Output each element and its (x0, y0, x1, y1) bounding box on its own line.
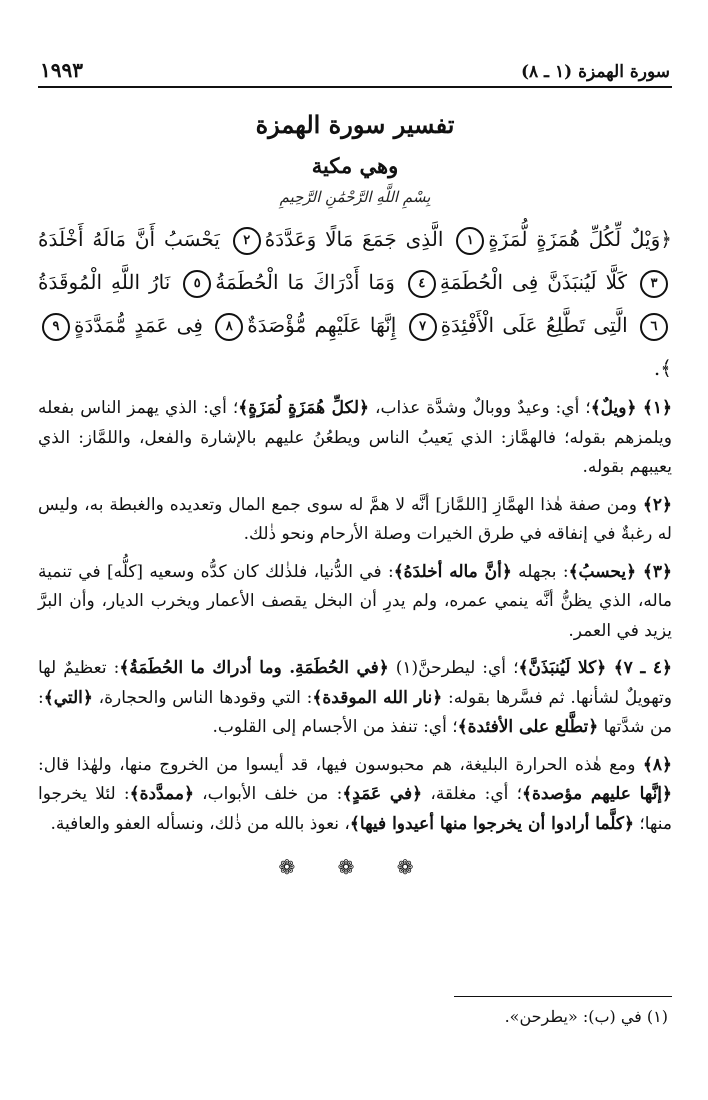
verse-number-marker: ٤ (408, 270, 436, 298)
commentary-text: : من خلف الأبواب، (193, 784, 343, 804)
verse-number-marker: ٢ (233, 227, 261, 255)
quoted-verse: ﴿لكلِّ هُمَزَةٍ لُمَزَةٍ﴾ (238, 398, 369, 418)
page-title: تفسير سورة الهمزة (255, 110, 455, 139)
verse-number-marker: ٩ (42, 313, 70, 341)
commentary-text: : من شدَّتها (38, 687, 672, 737)
quoted-verse: ﴿أنَّ ماله أخلدَهُ﴾ (393, 561, 512, 582)
quoted-verse: ﴿نار الله الموقدة﴾ (312, 687, 443, 708)
commentary-text: : تعظيمٌ لها وتهويلٌ لشأنها. ثم فسَّرها بقوله: (38, 658, 672, 708)
commentary (38, 394, 672, 839)
commentary-text: : التي وقودها الناس والحجارة، (92, 687, 313, 708)
verse-text: نَارُ اللَّهِ الْمُوقَدَةُ (38, 270, 171, 294)
verse-number-marker: ٥ (183, 270, 211, 298)
quoted-verse: ﴿٨﴾ (642, 754, 672, 775)
commentary-text: ومع هٰذه الحرارة البليغة، هم محبوسون فيها، قد أيسوا من الخروج منها، ولهٰذا قال: (38, 754, 643, 775)
commentary-text: ؛ أي: مغلقة، (422, 784, 522, 804)
quoted-verse: ﴿في الحُطَمَةِ. وما أدراك ما الحُطَمَةُ﴾ (119, 658, 389, 678)
commentary-text: ، نعوذ بالله من ذٰلك، ونسأله العفو والعافية. (50, 813, 350, 834)
verse-text: وَمَا أَدْرَاكَ مَا الْحُطَمَةُ (215, 270, 395, 294)
quoted-verse: ﴿٣﴾ ﴿يحسبُ﴾ (568, 561, 672, 582)
basmala: بِسْمِ اللَّهِ الرَّحْمَٰنِ الرَّحِيمِ (279, 188, 431, 206)
subtitle: وهي مكية (311, 153, 399, 178)
verse-number-marker: ٦ (640, 313, 668, 341)
verse-text: يَحْسَبُ أَنَّ مَالَهُ أَخْلَدَهُ (38, 227, 220, 251)
verse-text: الَّذِى جَمَعَ مَالًا وَعَدَّدَهُ (264, 227, 444, 251)
verses-close: ﴾. (653, 356, 672, 380)
verse-text: الَّتِى تَطَّلِعُ عَلَى الْأَفْئِدَةِ (440, 313, 628, 337)
quoted-verse: ﴿كلَّما أرادوا أن يخرجوا منها أعيدوا فيها﴾ (349, 813, 634, 834)
footnote-rule (454, 996, 672, 997)
commentary-text: ؛ أي: الذي يهمز الناس بفعله ويلمزهم بقوله؛ فالهمَّاز: الذي يَعيبُ الناس ويطعُنُ عليهم بالإشارة والفعل، واللمَّاز: الذي يعيبهم بقوله. (38, 398, 672, 477)
quoted-verse: ﴿التي﴾ (43, 687, 93, 708)
page-number: ١٩٩٣ (40, 58, 83, 82)
running-header (38, 58, 672, 88)
commentary-text: ؛ أي: ليطرحنَّ(١) (388, 658, 519, 678)
verse-number-marker: ١ (456, 227, 484, 255)
section-separator: ❁ ❁ ❁ (278, 855, 432, 879)
surah-range: سورة الهمزة (١ ـ ٨) (520, 62, 670, 82)
quoted-verse: ﴿ممدَّدة﴾ (129, 784, 194, 804)
footnote: (١) في (ب): «يطرحن». (504, 1007, 668, 1026)
quoted-verse: ﴿تطَّلع على الأفئدة﴾ (457, 717, 599, 737)
commentary-text: ؛ أي: تنفذ من الأجسام إلى القلوب. (212, 717, 458, 737)
verse-text: إِنَّهَا عَلَيْهِم مُّؤْصَدَةٌ (247, 313, 397, 337)
quoted-verse: ﴿في عَمَدٍ﴾ (342, 784, 423, 804)
quoted-verse: ﴿٢﴾ (642, 494, 672, 515)
quoted-verse: ﴿١﴾ ﴿ويلٌ﴾ (590, 398, 672, 418)
commentary-text: : بجهله (511, 561, 569, 582)
quoted-verse: ﴿إنَّها عليهم مؤصدة﴾ (522, 784, 672, 804)
verse-number-marker: ٣ (640, 270, 668, 298)
commentary-text: ؛ أي: وعيدٌ ووبالٌ وشدَّة عذاب، (368, 398, 591, 418)
verse-text: فِى عَمَدٍ مُّمَدَّدَةٍ (74, 313, 203, 337)
commentary-paragraph (38, 751, 672, 840)
verse-number-marker: ٨ (215, 313, 243, 341)
verse-text: كَلَّا لَيُنبَذَنَّ فِى الْحُطَمَةِ (439, 270, 628, 294)
commentary-paragraph (38, 491, 672, 550)
commentary-text: ومن صفة هٰذا الهمَّازِ [اللمَّاز] أنَّه لا همَّ له سوى جمع المال وتعديده والغبطة به، وليس له رغبةٌ في إنفاقه في طرق الخيرات وصلة الأرحام ونحو ذٰلك. (38, 494, 672, 544)
quoted-verse: ﴿٤ ـ ٧﴾ ﴿كلا لَيُنبَذَنَّ﴾ (518, 658, 672, 678)
commentary-paragraph (38, 558, 672, 647)
quran-verses (38, 218, 672, 390)
verse-text: ﴿وَيْلٌ لِّكُلِّ هُمَزَةٍ لُّمَزَةٍ (488, 227, 672, 251)
commentary-text: : لئلا يخرجوا منها؛ (38, 784, 672, 834)
verse-number-marker: ٧ (409, 313, 437, 341)
commentary-text: : في الدُّنيا، فلذٰلك كان كدُّه وسعيه [كلُّه] في تنمية ماله، الذي يظنُّ أنَّه ينمي عمره، ولم يدرِ أن البخل يقصف الأعمار ويخرب الديار، وأن البرَّ يزيد في العمر. (38, 561, 672, 641)
page (38, 58, 672, 1026)
commentary-paragraph (38, 394, 672, 483)
commentary-paragraph (38, 654, 672, 743)
